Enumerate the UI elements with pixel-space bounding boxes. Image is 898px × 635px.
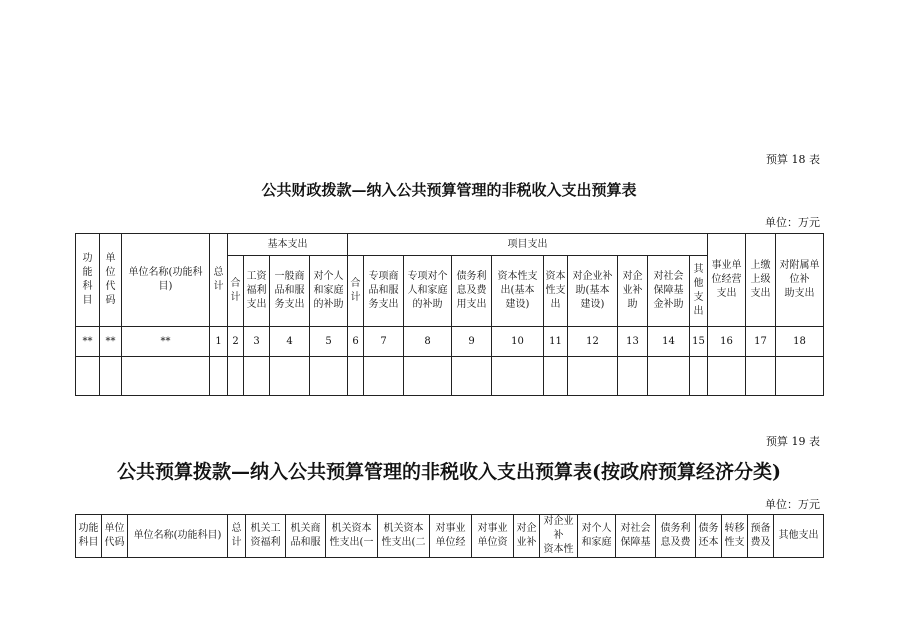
header-func-subject: 功 能 科 目	[76, 234, 100, 327]
empty-cell	[618, 357, 648, 396]
header-cell: 债务 还本	[696, 515, 722, 558]
header-project-debt: 债务利 息及费 用支出	[452, 256, 492, 327]
header-cell: 其他支出	[774, 515, 824, 558]
header-cell: 对企业补 资本性	[540, 515, 578, 558]
header-cell: 预备 费及	[748, 515, 774, 558]
table-18	[75, 233, 824, 396]
header-total: 总 计	[210, 234, 228, 327]
header-basic-goods: 一般商 品和服 务支出	[270, 256, 310, 327]
index-cell: 9	[452, 327, 492, 357]
header-project-capital: 资本性支 出(基本 建设)	[492, 256, 544, 327]
header-cell: 债务利 息及费	[656, 515, 696, 558]
index-cell: 17	[746, 327, 776, 357]
index-cell: 18	[776, 327, 824, 357]
header-cell: 对个人 和家庭	[578, 515, 616, 558]
index-row	[76, 327, 824, 357]
empty-cell	[648, 357, 690, 396]
empty-cell	[404, 357, 452, 396]
header-unit-name: 单位名称(功能科目)	[122, 234, 210, 327]
header-basic-expenditure: 基本支出	[228, 234, 348, 256]
index-cell: **	[122, 327, 210, 357]
empty-cell	[244, 357, 270, 396]
index-cell: 6	[348, 327, 364, 357]
index-cell: 1	[210, 327, 228, 357]
table-18-unit: 单位：万元	[765, 216, 820, 229]
empty-cell	[76, 357, 100, 396]
empty-cell	[746, 357, 776, 396]
header-cell: 对事业 单位经	[430, 515, 472, 558]
header-cell: 单位名称(功能科目)	[128, 515, 228, 558]
index-cell: 5	[310, 327, 348, 357]
empty-cell	[210, 357, 228, 396]
empty-cell	[100, 357, 122, 396]
index-cell: 3	[244, 327, 270, 357]
index-cell: 2	[228, 327, 244, 357]
table-19-tag: 预算 19 表	[766, 435, 820, 448]
header-cell: 机关商 品和服	[286, 515, 326, 558]
header-cell: 对事业 单位资	[472, 515, 514, 558]
table-19-unit: 单位：万元	[765, 498, 820, 511]
table-19-header-row	[76, 515, 824, 558]
header-project-individual: 专项对个 人和家庭 的补助	[404, 256, 452, 327]
table-19	[75, 514, 824, 558]
header-basic-individual: 对个人 和家庭 的补助	[310, 256, 348, 327]
index-cell: 16	[708, 327, 746, 357]
empty-cell	[122, 357, 210, 396]
empty-cell	[690, 357, 708, 396]
table-18-tag: 预算 18 表	[766, 153, 820, 166]
index-cell: **	[100, 327, 122, 357]
header-project-capital-other: 资本 性支 出	[544, 256, 568, 327]
header-project-other: 其 他 支 出	[690, 256, 708, 327]
empty-cell	[544, 357, 568, 396]
header-project-social: 对社会 保障基 金补助	[648, 256, 690, 327]
empty-data-row	[76, 357, 824, 396]
empty-cell	[776, 357, 824, 396]
header-basic-wage: 工资 福利 支出	[244, 256, 270, 327]
index-cell: 12	[568, 327, 618, 357]
empty-cell	[270, 357, 310, 396]
empty-cell	[708, 357, 746, 396]
empty-cell	[492, 357, 544, 396]
index-cell: **	[76, 327, 100, 357]
header-project-goods: 专项商 品和服 务支出	[364, 256, 404, 327]
header-shiye: 事业单 位经营 支出	[708, 234, 746, 327]
index-cell: 13	[618, 327, 648, 357]
index-cell: 15	[690, 327, 708, 357]
index-cell: 4	[270, 327, 310, 357]
header-cell: 单位 代码	[102, 515, 128, 558]
empty-cell	[348, 357, 364, 396]
header-project-expenditure: 项目支出	[348, 234, 708, 256]
index-cell: 14	[648, 327, 690, 357]
header-project-sum: 合 计	[348, 256, 364, 327]
empty-cell	[568, 357, 618, 396]
empty-cell	[228, 357, 244, 396]
header-cell: 机关资本 性支出(二	[378, 515, 430, 558]
table-18-title: 公共财政拨款—纳入公共预算管理的非税收入支出预算表	[261, 181, 637, 199]
index-cell: 8	[404, 327, 452, 357]
header-basic-sum: 合 计	[228, 256, 244, 327]
index-cell: 11	[544, 327, 568, 357]
table-19-title: 公共预算拨款—纳入公共预算管理的非税收入支出预算表(按政府预算经济分类)	[117, 461, 781, 483]
header-unit-code: 单 位 代 码	[100, 234, 122, 327]
header-cell: 总 计	[228, 515, 246, 558]
header-project-enterprise: 对企业补 助(基本 建设)	[568, 256, 618, 327]
header-shangjiao: 上缴 上级 支出	[746, 234, 776, 327]
header-cell: 对社会 保障基	[616, 515, 656, 558]
index-cell: 7	[364, 327, 404, 357]
header-cell: 机关资本 性支出(一	[326, 515, 378, 558]
empty-cell	[452, 357, 492, 396]
header-cell: 转移 性支	[722, 515, 748, 558]
header-cell: 对企 业补	[514, 515, 540, 558]
index-cell: 10	[492, 327, 544, 357]
header-fushu: 对附属单位补 助支出	[776, 234, 824, 327]
header-cell: 功能 科目	[76, 515, 102, 558]
header-project-enterprise-other: 对企 业补 助	[618, 256, 648, 327]
header-cell: 机关工 资福利	[246, 515, 286, 558]
empty-cell	[364, 357, 404, 396]
empty-cell	[310, 357, 348, 396]
